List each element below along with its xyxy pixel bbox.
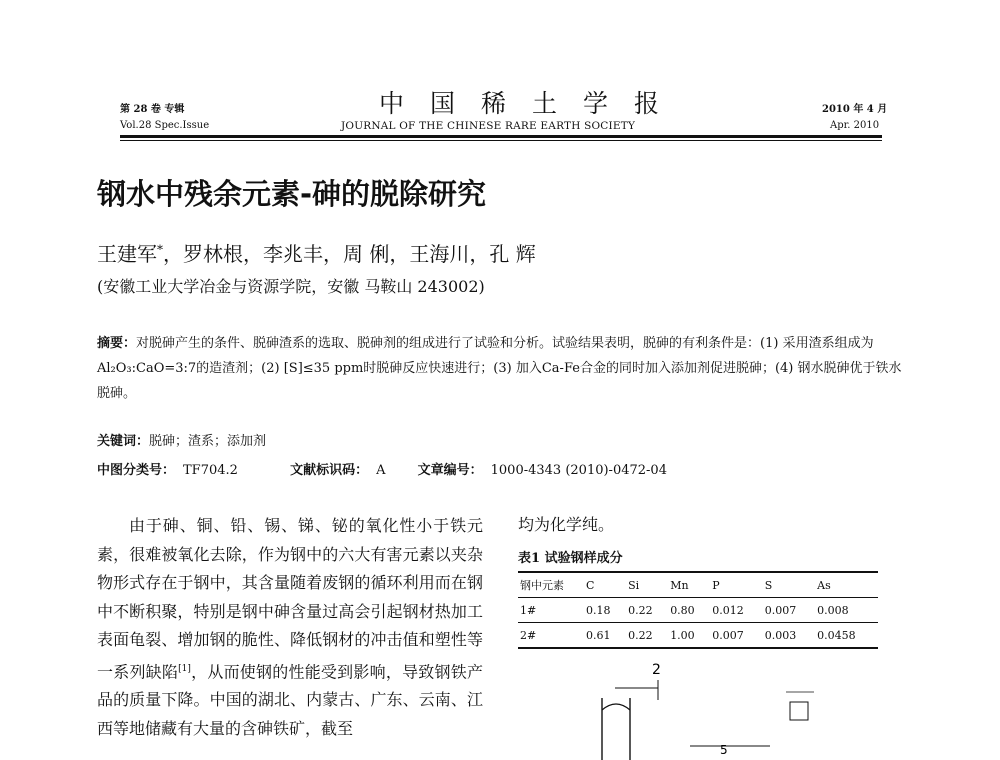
furnace-top bbox=[602, 704, 630, 710]
col-header: P bbox=[712, 578, 720, 592]
table-cell: 1.00 bbox=[670, 628, 695, 642]
table-row bbox=[518, 623, 878, 649]
table-cell: 0.61 bbox=[586, 628, 611, 642]
steel-composition-table bbox=[518, 571, 878, 649]
clc-label: 中图分类号： bbox=[97, 463, 176, 478]
table-cell: 1# bbox=[520, 603, 537, 617]
table-caption: 表1 试验钢样成分 bbox=[518, 551, 623, 566]
figure-label: 2 bbox=[652, 662, 661, 678]
affiliation: (安徽工业大学冶金与资源学院，安徽 马鞍山 243002) bbox=[97, 277, 485, 296]
header-rule-thick bbox=[120, 135, 882, 138]
volume-en: Vol.28 Spec.Issue bbox=[120, 120, 210, 131]
table-cell: 0.007 bbox=[764, 603, 797, 617]
col-header: C bbox=[586, 578, 595, 592]
journal-title-cn: 中国稀土学报 bbox=[379, 89, 686, 118]
col-header: S bbox=[764, 578, 773, 592]
col-header: 钢中元素 bbox=[520, 579, 564, 592]
table-cell: 0.0458 bbox=[817, 628, 856, 642]
date-cn: 2010 年 4 月 bbox=[822, 104, 888, 115]
date-en: Apr. 2010 bbox=[830, 120, 880, 131]
volume-cn: 第 28 卷 专辑 bbox=[120, 104, 185, 115]
citation: [1] bbox=[178, 663, 191, 674]
authors bbox=[97, 238, 536, 267]
col-header: As bbox=[817, 578, 831, 592]
table-cell: 0.22 bbox=[628, 603, 653, 617]
article-number-value: 1000-4343 (2010)-0472-04 bbox=[490, 463, 667, 478]
table-header-row bbox=[518, 572, 878, 598]
abstract bbox=[97, 331, 907, 406]
col-header: Si bbox=[628, 578, 640, 592]
table-cell: 0.003 bbox=[764, 628, 797, 642]
corresponding-mark: * bbox=[157, 242, 163, 257]
article-title: 钢水中残余元素-砷的脱除研究 bbox=[97, 177, 487, 211]
abstract-text: 对脱砷产生的条件、脱砷渣系的选取、脱砷剂的组成进行了试验和分析。试验结果表明，脱砷的有利条件是：(1) 采用渣系组成为Al₂O₃:CaO=3:7的造渣剂；(2) [S]≤35 ppm时脱砷反应快速进行；(3) 加入Ca-Fe合金的同时加入添加剂促进脱砷；(4) 钢水脱砷优于铁水脱砷。 bbox=[97, 336, 902, 401]
article-number-label: 文章编号： bbox=[417, 463, 483, 478]
body-left-column bbox=[97, 512, 483, 743]
keywords bbox=[97, 430, 266, 449]
author-first: 王建军 bbox=[97, 242, 157, 266]
doc-code-label: 文献标识码： bbox=[290, 463, 369, 478]
table-cell: 0.007 bbox=[712, 628, 744, 642]
figure-label: 5 bbox=[720, 743, 728, 757]
apparatus-figure bbox=[560, 658, 860, 760]
col-header: Mn bbox=[670, 578, 689, 592]
body-paragraph bbox=[97, 512, 483, 743]
table-cell: 0.008 bbox=[817, 603, 849, 617]
body-right-line: 均为化学纯。 bbox=[518, 515, 615, 534]
table-cell: 0.22 bbox=[628, 628, 653, 642]
table-row bbox=[518, 598, 878, 623]
body-text: 由于砷、铜、铅、锡、锑、铋的氧化性小于铁元素，很难被氧化去除，作为钢中的六大有害元素以夹杂物形式存在于钢中，其含量随着废钢的循环利用而在钢中不断积聚，特别是钢中砷含量过高会引起钢材热加工表面龟裂、增加钢的脆性、降低钢材的冲击值和塑性等一系列缺陷 bbox=[97, 516, 483, 681]
table-cell: 2# bbox=[520, 628, 537, 642]
instrument-box bbox=[790, 702, 808, 720]
journal-title-en: JOURNAL OF THE CHINESE RARE EARTH SOCIETY bbox=[341, 120, 636, 132]
header-rule-thin bbox=[120, 140, 882, 141]
keywords-label: 关键词： bbox=[97, 434, 150, 449]
keywords-text: 脱砷；渣系；添加剂 bbox=[149, 434, 267, 449]
classification bbox=[97, 459, 675, 478]
body-text-rest: ，从而使钢的性能受到影响，导致钢铁产品的质量下降。中国的湖北、内蒙古、广东、云南、江西等地储藏有大量的含砷铁矿，截至 bbox=[97, 661, 483, 738]
abstract-label: 摘要： bbox=[97, 336, 137, 351]
table-cell: 0.012 bbox=[712, 603, 744, 617]
authors-rest: ，罗林根，李兆丰，周 俐，王海川，孔 辉 bbox=[163, 242, 536, 266]
table-cell: 0.80 bbox=[670, 603, 695, 617]
clc-value: TF704.2 bbox=[183, 463, 238, 478]
table-cell: 0.18 bbox=[586, 603, 611, 617]
doc-code-value: A bbox=[376, 463, 386, 478]
